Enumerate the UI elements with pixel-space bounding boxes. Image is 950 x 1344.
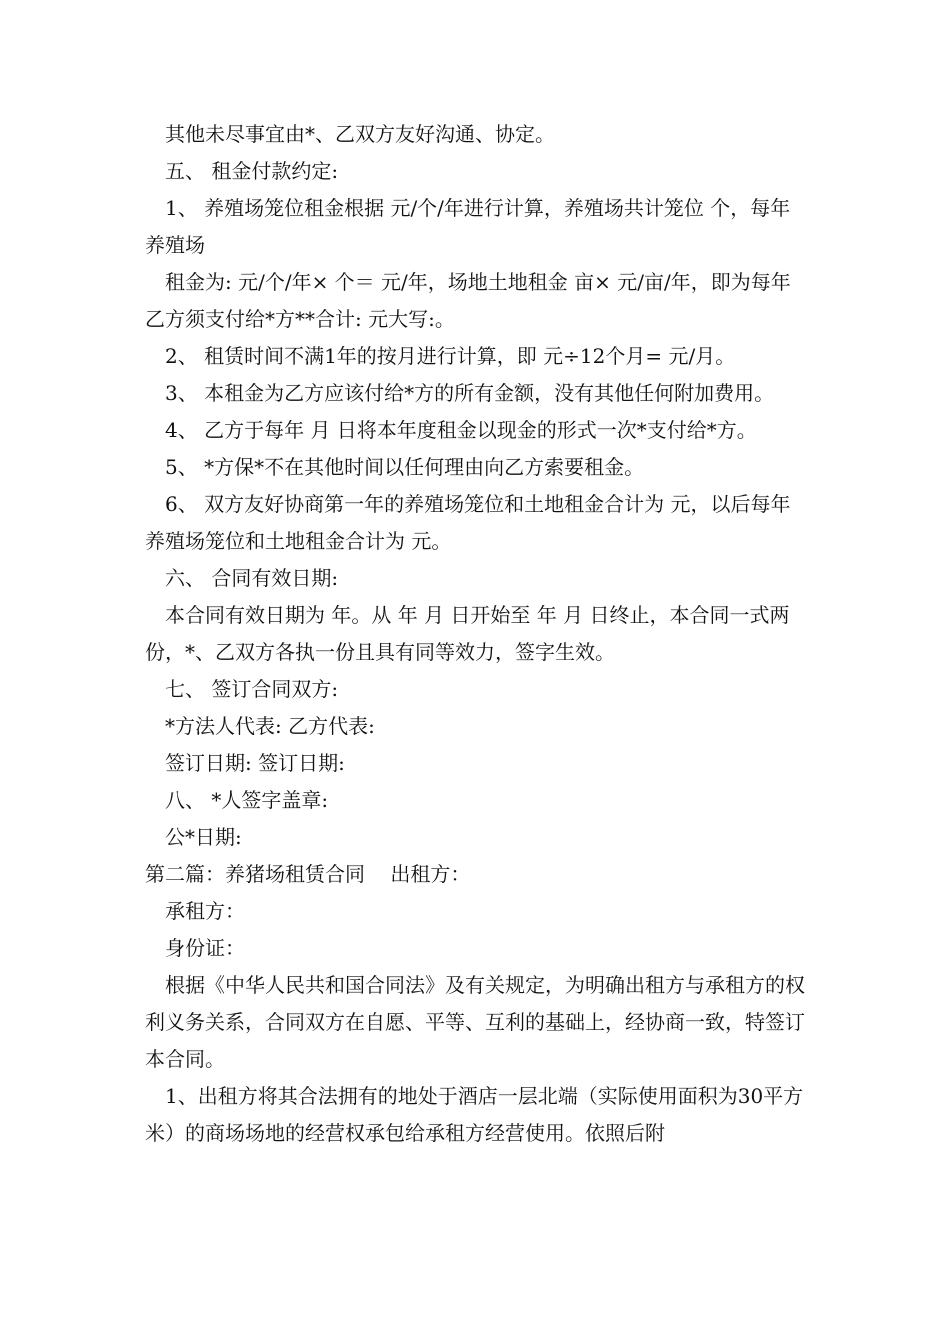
clause-5-6: 6、 双方友好协商第一年的养殖场笼位和土地租金合计为 元，以后每年养殖场笼位和土地租金合计为 元。 (145, 492, 791, 553)
clause-5-1-continued: 租金为: 元/个/年× 个＝ 元/年，场地土地租金 亩× 元/亩/年，即为每年乙方须支付给*方**合计: 元大写:。 (145, 270, 791, 331)
signing-dates: 签订日期: 签订日期: (165, 751, 345, 775)
clause-2-1: 1、出租方将其合法拥有的地处于酒店一层北端（实际使用面积为30平方米）的商场场地的经营权承包给承租方经营使用。依照后附 (145, 1084, 804, 1145)
paragraph-other-matters: 其他未尽事宜由*、乙双方友好沟通、协定。 (165, 122, 555, 146)
heading-section-6: 六、 合同有效日期: (165, 566, 339, 590)
heading-section-5: 五、 租金付款约定: (165, 159, 339, 183)
clause-5-1: 1、 养殖场笼位租金根据 元/个/年进行计算，养殖场共计笼位 个，每年养殖场 (145, 196, 791, 257)
clause-5-3: 3、 本租金为乙方应该付给*方的所有金额，没有其他任何附加费用。 (165, 381, 775, 405)
contract-validity-text: 本合同有效日期为 年。从 年 月 日开始至 年 月 日终止，本合同一式两份，*、乙双方各执一份且具有同等效力，签字生效。 (145, 603, 790, 664)
clause-5-4: 4、 乙方于每年 月 日将本年度租金以现金的形式一次*支付给*方。 (165, 418, 757, 442)
clause-5-2: 2、 租赁时间不满1年的按月进行计算，即 元÷12个月= 元/月。 (165, 344, 736, 368)
id-card-field: 身份证： (165, 936, 245, 960)
heading-section-7: 七、 签订合同双方: (165, 677, 339, 701)
heading-section-8: 八、 *人签字盖章: (165, 788, 329, 812)
signatory-representatives: *方法人代表: 乙方代表: (165, 714, 375, 738)
document-body (145, 116, 810, 1152)
lessee-field: 承租方： (165, 899, 245, 923)
notary-date: 公*日期: (165, 825, 242, 849)
clause-5-5: 5、 *方保*不在其他时间以任何理由向乙方索要租金。 (165, 455, 645, 479)
preamble-paragraph: 根据《中华人民共和国合同法》及有关规定，为明确出租方与承租方的权利义务关系，合同双方在自愿、平等、互利的基础上，经协商一致，特签订本合同。 (145, 973, 805, 1071)
second-contract-title: 第二篇：养猪场租赁合同 出租方： (145, 862, 471, 886)
